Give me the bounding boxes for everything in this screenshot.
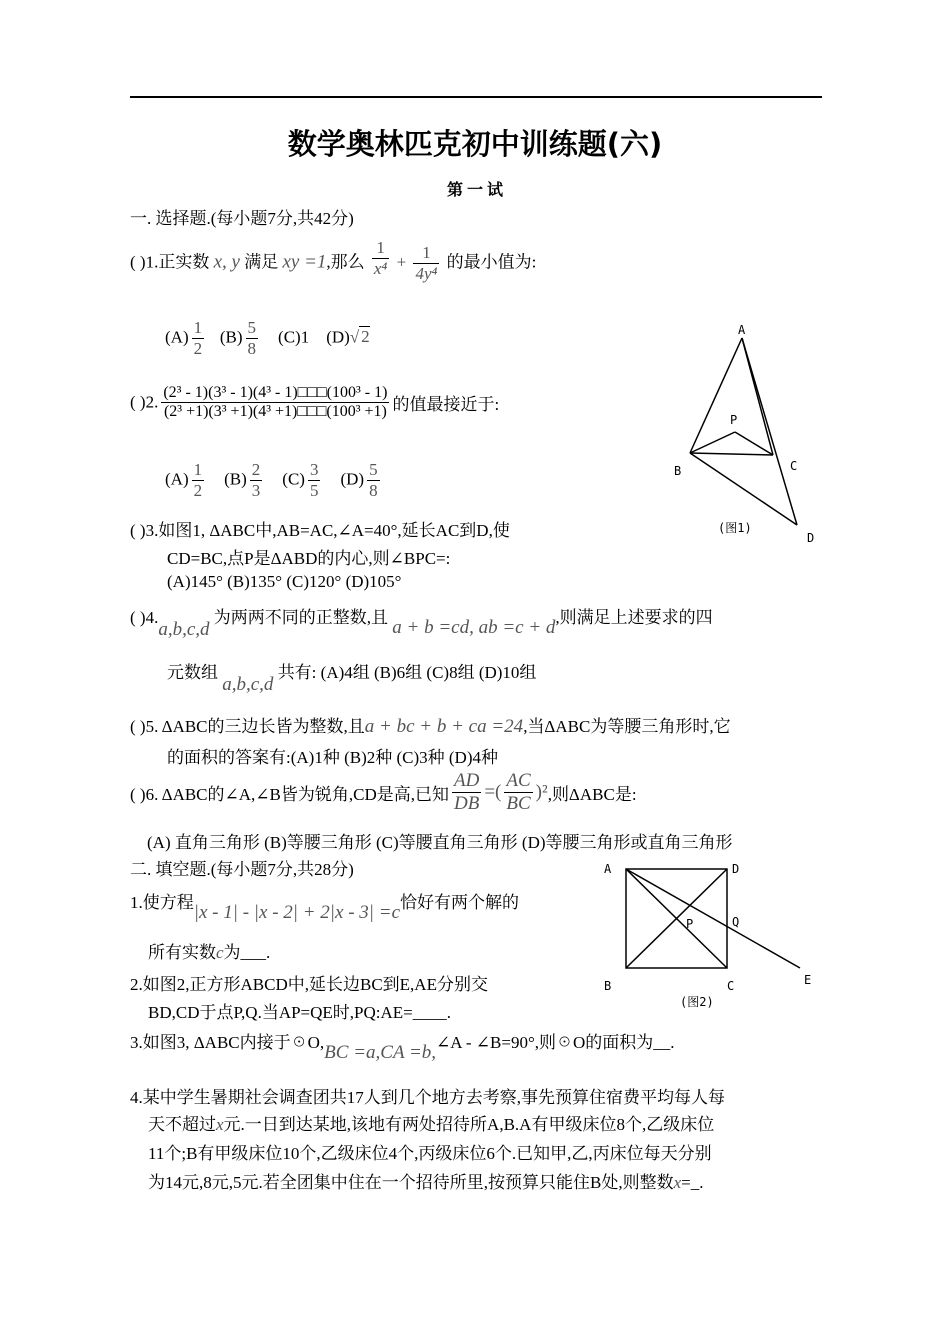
section1-heading: 一. 选择题.(每小题7分,共42分) [130, 209, 354, 228]
fill-question-4-line3: 11个;B有甲级床位10个,乙级床位4个,丙级床位6个.已知甲,乙,丙床位每天分别 [148, 1144, 712, 1163]
fig2-label-b: B [604, 979, 612, 993]
question-4-line2: 元数组 a,b,c,d 共有: (A)4组 (B)6组 (C)8组 (D)10组 [167, 663, 537, 695]
fig2-label-q: Q [732, 915, 740, 929]
fig1-label-d: D [807, 531, 815, 545]
fig2-label-p: P [686, 917, 694, 931]
question-2-options: (A) $\frac{1}{2}$ (B) $\frac{2}{3}$ (C) $\frac{3}{5}$ (D) $\frac{5}{8}$ [165, 460, 378, 500]
top-rule [130, 96, 822, 98]
fig1-caption: (图1) [718, 521, 752, 535]
fill-question-2-line2: BD,CD于点P,Q.当AP=QE时,PQ:AE=____. [148, 1003, 452, 1022]
figure-2 [600, 858, 822, 1013]
fig1-label-p: P [730, 413, 738, 427]
question-6-line1: ( )6. ΔABC的∠A,∠B皆为锐角,CD是高,已知 $\frac{AD}{DB}$ =( $\frac{AC}{BC}$ )²,则ΔABC是: [130, 770, 637, 814]
section2-heading: 二. 填空题.(每小题7分,共28分) [130, 860, 354, 879]
fill-question-4-line2: 天不超过x元.一日到达某地,该地有两处招待所A,B.A有甲级床位8个,乙级床位 [148, 1115, 715, 1134]
question-6-options: (A) 直角三角形 (B)等腰三角形 (C)等腰直角三角形 (D)等腰三角形或直角三角形 [147, 833, 733, 852]
fill-question-1-line1: 1.使方程|x - 1| - |x - 2| + 2|x - 3| =c恰好有两个解的 [130, 893, 520, 923]
question-1: ( )1.正实数 x, y 满足 xy =1,那么 $\frac{1}{\text{x⁴}}$ + $\frac{1}{\text{4y⁴}}$ 的最小值为: [130, 238, 537, 283]
question-5-line1: ( )5. ΔABC的三边长皆为整数,且a + bc + b + ca =24,当ΔABC为等腰三角形时,它 [130, 716, 731, 737]
fig2-label-d: D [732, 862, 740, 876]
question-2: ( )2. $\frac{\text{(2³ - 1)(3³ - 1)(4³ - 1)□□□(100³ - 1)}}{\text{(2³ +1)(3³ +1)(4³ +1)□□□(100³ +1)}}$ 的值最接近于: [130, 384, 500, 420]
fraction: $\frac{1}{\text{4y⁴}}$ [415, 243, 438, 283]
page-title: 数学奥林匹克初中训练题(六) [287, 127, 663, 161]
question-3-line1: ( )3.如图1, ΔABC中,AB=AC,∠A=40°,延长AC到D,使 [130, 521, 510, 540]
fill-question-1-line2: 所有实数c为___. [148, 943, 271, 962]
figure-1 [670, 320, 830, 550]
question-3-options: (A)145° (B)135° (C)120° (D)105° [167, 572, 402, 591]
page-subtitle: 第 一 试 [446, 182, 503, 199]
fig2-label-c: C [727, 979, 735, 993]
fig1-label-a: A [738, 323, 746, 337]
fig2-caption: (图2) [680, 995, 714, 1009]
fig1-label-c: C [790, 459, 798, 473]
question-1-options: (A) $\frac{1}{2}$ (B) $\frac{5}{8}$ (C)1 (D)√ 2 [165, 318, 370, 358]
fig2-label-e: E [804, 973, 812, 987]
fraction: $\frac{1}{\text{x⁴}}$ [373, 238, 388, 278]
fill-question-4-line4: 为14元,8元,5元.若全团集中住在一个招待所里,按预算只能住B处,则整数x=_. [148, 1173, 704, 1192]
fig2-label-a: A [604, 862, 612, 876]
question-4-line1: ( )4.a,b,c,d 为两两不同的正整数,且 a + b =cd, ab =c + d,则满足上述要求的四 [130, 608, 713, 640]
question-3-line2: CD=BC,点P是ΔABD的内心,则∠BPC=: [167, 549, 451, 568]
fig1-label-b: B [674, 464, 682, 478]
fill-question-3: 3.如图3, ΔABC内接于☉O,BC =a,CA =b,∠A - ∠B=90°,则☉O的面积为__. [130, 1033, 675, 1063]
question-5-line2: 的面积的答案有:(A)1种 (B)2种 (C)3种 (D)4种 [167, 748, 498, 767]
fill-question-4-line1: 4.某中学生暑期社会调查团共17人到几个地方去考察,事先预算住宿费平均每人每 [130, 1088, 725, 1107]
fill-question-2-line1: 2.如图2,正方形ABCD中,延长边BC到E,AE分别交 [130, 975, 488, 994]
fraction: $\frac{\text{(2³ - 1)(3³ - 1)(4³ - 1)□□□(100³ - 1)}}{\text{(2³ +1)(3³ +1)(4³ +1)□□□(100³ +1)}}$ [163, 384, 388, 420]
